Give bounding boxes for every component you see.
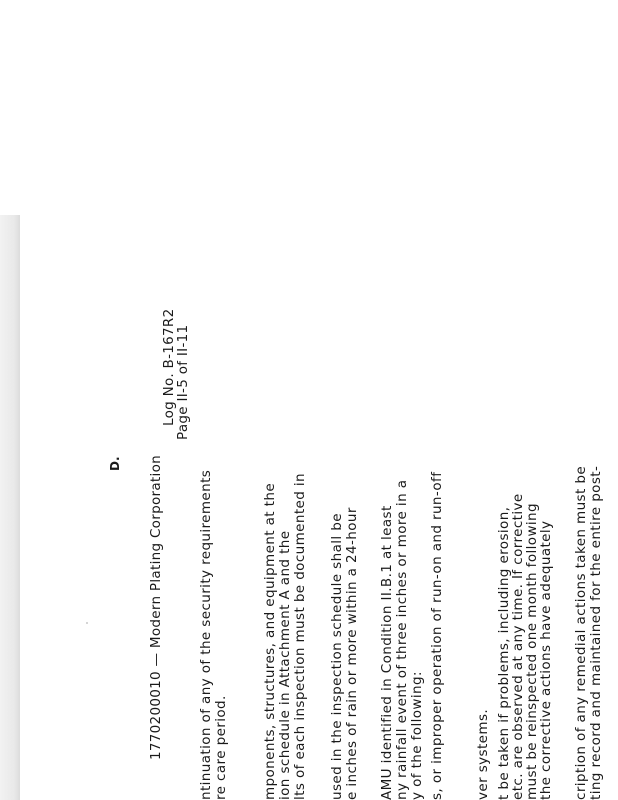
body-line: must be reinspected one month following <box>524 503 540 800</box>
body-line: y of the following: <box>409 671 425 800</box>
document-id-line: 1770200010 — Modern Plating Corporation <box>148 455 164 760</box>
body-line: etc. are observed at any time. If corrective <box>510 493 526 800</box>
body-line: AMU identified in Condition II.B.1 at least <box>379 505 395 800</box>
body-line: ver systems. <box>475 708 491 800</box>
body-line: lts of each inspection must be documented in <box>292 473 308 800</box>
body-line: used in the inspection schedule shall be <box>329 513 345 800</box>
log-number: Log No. B-167R2 <box>161 308 177 426</box>
body-line: cription of any remedial actions taken must be <box>573 465 589 800</box>
body-line: ion schedule in Attachment A and the <box>277 530 293 800</box>
body-line: s, or improper operation of run-on and run-off <box>429 471 445 800</box>
body-line: ny rainfall event of three inches or more in a <box>394 479 410 800</box>
page-number: Page II-5 of II-11 <box>175 324 191 440</box>
section-label: D. <box>108 456 122 471</box>
scan-edge-shadow <box>0 215 20 800</box>
body-line: ting record and maintained for the entire post- <box>588 465 604 800</box>
body-line: e inches of rain or more within a 24-hour <box>344 507 360 800</box>
body-line: re care period. <box>213 695 229 800</box>
body-line: the corrective actions have adequately <box>538 520 554 800</box>
body-line: mponents, structures, and equipment at the <box>262 482 278 800</box>
scan-speck <box>86 622 88 624</box>
body-line: t be taken if problems, including erosion, <box>496 506 512 800</box>
body-line: ntinuation of any of the security requirements <box>198 469 214 800</box>
